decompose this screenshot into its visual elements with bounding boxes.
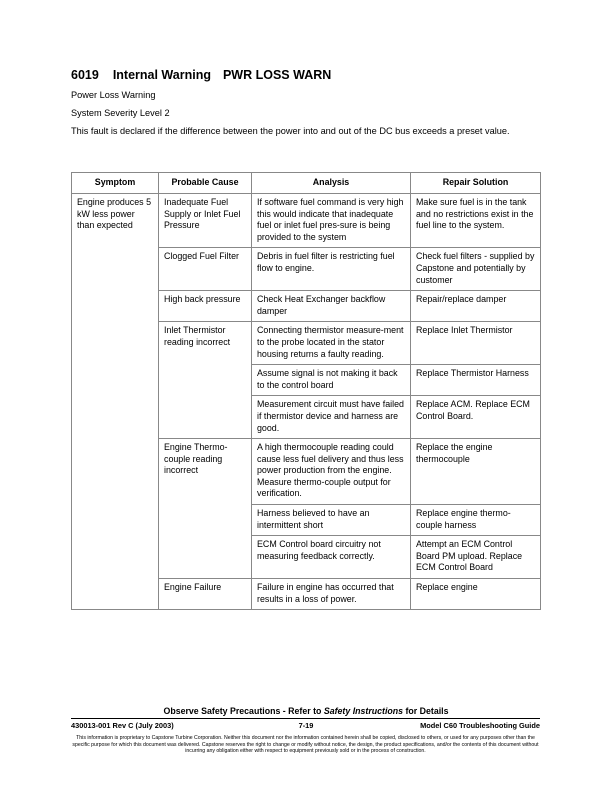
cause-cell: Inlet Thermistor reading incorrect [159,322,252,439]
repair-cell: Attempt an ECM Control Board PM upload. Replace ECM Control Board [411,536,541,579]
footer-divider [71,718,540,719]
repair-cell: Replace ACM. Replace ECM Control Board. [411,396,541,439]
repair-cell: Repair/replace damper [411,291,541,322]
analysis-cell: Assume signal is not making it back to the control board [252,365,411,396]
analysis-cell: Connecting thermistor measure-ment to the probe located in the stator housing returns a faulty reading. [252,322,411,365]
fault-heading [71,68,331,82]
analysis-cell: Measurement circuit must have failed if thermistor device and harness are good. [252,396,411,439]
safety-notice [0,706,612,716]
cause-cell: Inadequate Fuel Supply or Inlet Fuel Pressure [159,194,252,248]
repair-cell: Replace engine thermo-couple harness [411,505,541,536]
cause-cell: High back pressure [159,291,252,322]
fault-tag: PWR LOSS WARN [222,68,332,82]
analysis-cell: Debris in fuel filter is restricting fuel flow to engine. [252,248,411,291]
header-probable-cause: Probable Cause [159,173,252,194]
repair-cell: Replace the engine thermocouple [411,439,541,505]
page-number: 7-19 [298,721,314,730]
fault-title: Internal Warning [112,68,211,82]
analysis-cell: ECM Control board circuitry not measuring feedback correctly. [252,536,411,579]
analysis-cell: Harness believed to have an intermittent short [252,505,411,536]
safety-instructions-ref: Safety Instructions [323,706,404,716]
table-header-row [72,173,541,194]
analysis-cell: Failure in engine has occurred that results in a loss of power. [252,579,411,610]
cause-cell: Engine Failure [159,579,252,610]
header-repair-solution: Repair Solution [411,173,541,194]
repair-cell: Replace Thermistor Harness [411,365,541,396]
troubleshooting-table [71,172,541,610]
legal-notice: This information is proprietary to Capstone Turbine Corporation. Neither this document nor the information contained herein shall be copied, disclosed to others, or used for any purposes other than the specific purpose for which this document was delivered. Capstone reserves the right to change or modify without notice, the design, the product specifications, and/or the contents of this document without incurring any obligation either with respect to equipment previously sold or in the process of construction. [72,735,539,755]
header-analysis: Analysis [252,173,411,194]
safety-prefix: Observe Safety Precautions - Refer to [163,706,324,716]
analysis-cell: A high thermocouple reading could cause less fuel delivery and thus less power production from the engine. Measure thermo-couple output for verification. [252,439,411,505]
cause-cell: Engine Thermo-couple reading incorrect [159,439,252,579]
analysis-cell: If software fuel command is very high this would indicate that inadequate fuel or inlet fuel pres-sure is being provided to the system [252,194,411,248]
guide-title: Model C60 Troubleshooting Guide [420,721,540,730]
repair-cell: Replace Inlet Thermistor [411,322,541,365]
fault-name: Power Loss Warning [71,90,156,100]
fault-code: 6019 [71,68,99,82]
symptom-cell: Engine produces 5 kW less power than expected [72,194,159,610]
repair-cell: Make sure fuel is in the tank and no restrictions exist in the fuel line to the system. [411,194,541,248]
analysis-cell: Check Heat Exchanger backflow damper [252,291,411,322]
safety-suffix: for Details [403,706,449,716]
header-symptom: Symptom [72,173,159,194]
fault-description: This fault is declared if the difference between the power into and out of the DC bus exceeds a preset value. [71,126,510,136]
document-id: 430013-001 Rev C (July 2003) [71,721,174,730]
repair-cell: Replace engine [411,579,541,610]
cause-cell: Clogged Fuel Filter [159,248,252,291]
table-row [72,194,541,248]
severity-level: System Severity Level 2 [71,108,170,118]
repair-cell: Check fuel filters - supplied by Capstone and potentially by customer [411,248,541,291]
